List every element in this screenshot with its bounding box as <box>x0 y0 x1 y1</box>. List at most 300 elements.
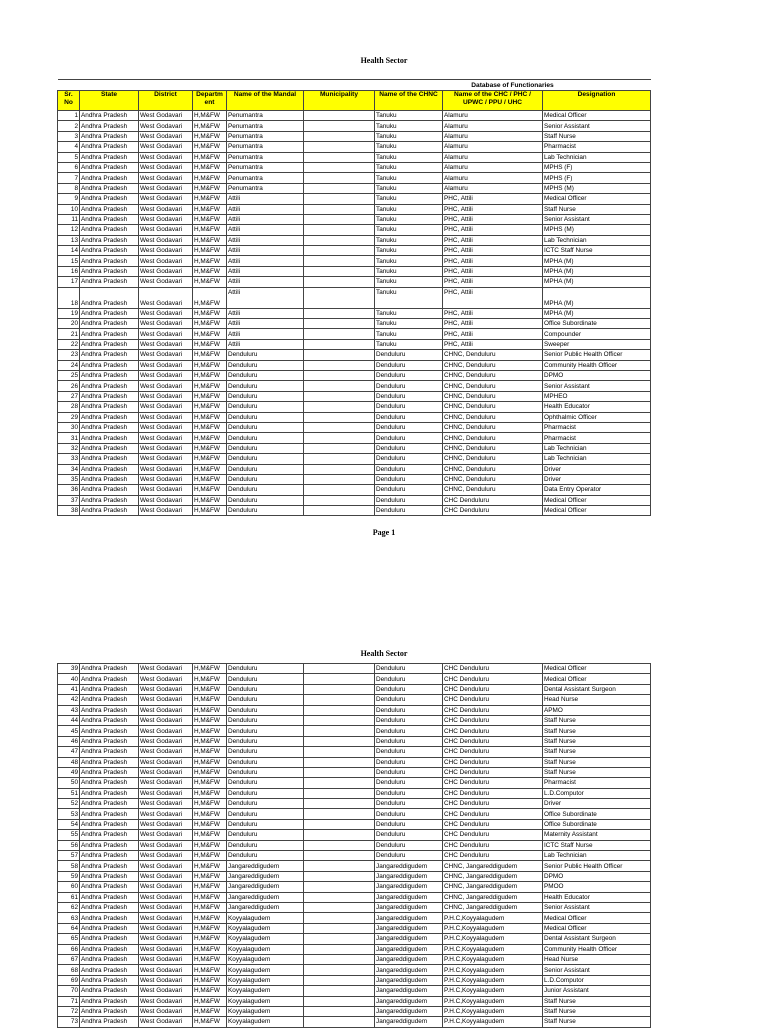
cell-municipality <box>304 142 375 152</box>
cell-district: West Godavari <box>139 986 193 996</box>
cell-facility: PHC, Attili <box>443 214 543 224</box>
cell-department: H,M&FW <box>193 370 227 380</box>
cell-chnc: Denduluru <box>375 840 443 850</box>
cell-department: H,M&FW <box>193 882 227 892</box>
cell-chnc: Tanuku <box>375 142 443 152</box>
cell-district: West Godavari <box>139 422 193 432</box>
cell-designation: ICTC Staff Nurse <box>543 246 651 256</box>
cell-chnc: Tanuku <box>375 183 443 193</box>
cell-designation: MPHA (M) <box>543 256 651 266</box>
database-title: Database of Functionaries <box>375 80 651 91</box>
cell-state: Andhra Pradesh <box>80 674 139 684</box>
cell-municipality <box>304 799 375 809</box>
cell-state: Andhra Pradesh <box>80 986 139 996</box>
cell-municipality <box>304 183 375 193</box>
cell-municipality <box>304 308 375 318</box>
cell-district: West Godavari <box>139 162 193 172</box>
cell-mandal: Denduluru <box>227 360 304 370</box>
cell-mandal: Denduluru <box>227 391 304 401</box>
cell-designation: Lab Technician <box>543 851 651 861</box>
cell-mandal: Denduluru <box>227 454 304 464</box>
cell-designation: Dental Assistant Surgeon <box>543 684 651 694</box>
cell-municipality <box>304 767 375 777</box>
cell-sr-no: 2 <box>58 121 80 131</box>
cell-state: Andhra Pradesh <box>80 152 139 162</box>
table-row <box>58 851 651 861</box>
cell-municipality <box>304 674 375 684</box>
cell-district: West Godavari <box>139 674 193 684</box>
cell-municipality <box>304 204 375 214</box>
cell-chnc: Jangareddigudem <box>375 954 443 964</box>
cell-department: H,M&FW <box>193 204 227 214</box>
cell-designation: Pharmacist <box>543 142 651 152</box>
cell-district: West Godavari <box>139 923 193 933</box>
cell-municipality <box>304 339 375 349</box>
cell-chnc: Denduluru <box>375 454 443 464</box>
cell-department: H,M&FW <box>193 381 227 391</box>
cell-designation: Staff Nurse <box>543 1017 651 1027</box>
cell-facility: CHC Denduluru <box>443 726 543 736</box>
cell-facility: P.H.C,Koyyalagudem <box>443 965 543 975</box>
table-body <box>58 664 651 1028</box>
cell-facility: CHNC, Denduluru <box>443 350 543 360</box>
cell-chnc: Denduluru <box>375 778 443 788</box>
cell-municipality <box>304 830 375 840</box>
cell-chnc: Jangareddigudem <box>375 923 443 933</box>
cell-sr-no: 6 <box>58 162 80 172</box>
cell-department: H,M&FW <box>193 913 227 923</box>
cell-designation: MPHEO <box>543 391 651 401</box>
cell-facility: CHC Denduluru <box>443 851 543 861</box>
table-row <box>58 892 651 902</box>
cell-sr-no: 14 <box>58 246 80 256</box>
col-header-district: District <box>139 91 193 111</box>
cell-department: H,M&FW <box>193 319 227 329</box>
cell-state: Andhra Pradesh <box>80 892 139 902</box>
cell-sr-no: 53 <box>58 809 80 819</box>
cell-state: Andhra Pradesh <box>80 277 139 287</box>
cell-municipality <box>304 194 375 204</box>
cell-state: Andhra Pradesh <box>80 370 139 380</box>
table-row <box>58 736 651 746</box>
cell-district: West Godavari <box>139 944 193 954</box>
cell-department: H,M&FW <box>193 485 227 495</box>
cell-municipality <box>304 913 375 923</box>
cell-chnc: Tanuku <box>375 287 443 308</box>
cell-facility: Alamuru <box>443 173 543 183</box>
cell-municipality <box>304 923 375 933</box>
cell-state: Andhra Pradesh <box>80 142 139 152</box>
cell-chnc: Denduluru <box>375 767 443 777</box>
cell-municipality <box>304 412 375 422</box>
cell-mandal: Jangareddigudem <box>227 902 304 912</box>
cell-facility: P.H.C,Koyyalagudem <box>443 913 543 923</box>
cell-chnc: Denduluru <box>375 485 443 495</box>
cell-designation: Pharmacist <box>543 433 651 443</box>
cell-municipality <box>304 433 375 443</box>
cell-mandal: Denduluru <box>227 381 304 391</box>
cell-mandal: Penumantra <box>227 111 304 121</box>
cell-district: West Godavari <box>139 121 193 131</box>
cell-chnc: Denduluru <box>375 705 443 715</box>
cell-department: H,M&FW <box>193 246 227 256</box>
cell-sr-no: 49 <box>58 767 80 777</box>
cell-department: H,M&FW <box>193 892 227 902</box>
cell-district: West Godavari <box>139 246 193 256</box>
cell-district: West Godavari <box>139 308 193 318</box>
cell-facility: CHC Denduluru <box>443 674 543 684</box>
cell-mandal: Denduluru <box>227 370 304 380</box>
cell-district: West Godavari <box>139 194 193 204</box>
cell-district: West Godavari <box>139 391 193 401</box>
cell-mandal: Koyyalagudem <box>227 965 304 975</box>
cell-municipality <box>304 214 375 224</box>
cell-department: H,M&FW <box>193 1006 227 1016</box>
cell-mandal: Koyyalagudem <box>227 975 304 985</box>
cell-chnc: Denduluru <box>375 674 443 684</box>
cell-department: H,M&FW <box>193 923 227 933</box>
cell-chnc: Denduluru <box>375 422 443 432</box>
cell-department: H,M&FW <box>193 121 227 131</box>
cell-municipality <box>304 266 375 276</box>
cell-municipality <box>304 152 375 162</box>
cell-mandal: Koyyalagudem <box>227 1017 304 1027</box>
cell-designation: Medical Officer <box>543 111 651 121</box>
cell-department: H,M&FW <box>193 996 227 1006</box>
cell-state: Andhra Pradesh <box>80 965 139 975</box>
cell-designation: Staff Nurse <box>543 131 651 141</box>
cell-municipality <box>304 495 375 505</box>
cell-state: Andhra Pradesh <box>80 830 139 840</box>
cell-sr-no: 15 <box>58 256 80 266</box>
table-body <box>58 111 651 516</box>
cell-sr-no: 31 <box>58 433 80 443</box>
cell-district: West Godavari <box>139 235 193 245</box>
cell-chnc: Tanuku <box>375 256 443 266</box>
cell-designation: Senior Assistant <box>543 121 651 131</box>
table-row <box>58 664 651 674</box>
cell-state: Andhra Pradesh <box>80 474 139 484</box>
cell-department: H,M&FW <box>193 871 227 881</box>
cell-designation: Lab Technician <box>543 454 651 464</box>
cell-sr-no: 72 <box>58 1006 80 1016</box>
cell-mandal: Denduluru <box>227 819 304 829</box>
cell-mandal: Attili <box>227 246 304 256</box>
table-row <box>58 287 651 308</box>
cell-facility: P.H.C,Koyyalagudem <box>443 944 543 954</box>
cell-municipality <box>304 235 375 245</box>
cell-department: H,M&FW <box>193 902 227 912</box>
cell-sr-no: 32 <box>58 443 80 453</box>
cell-department: H,M&FW <box>193 131 227 141</box>
cell-district: West Godavari <box>139 474 193 484</box>
cell-district: West Godavari <box>139 882 193 892</box>
cell-mandal: Attili <box>227 319 304 329</box>
cell-sr-no: 71 <box>58 996 80 1006</box>
table-row <box>58 277 651 287</box>
cell-mandal: Denduluru <box>227 830 304 840</box>
cell-sr-no: 69 <box>58 975 80 985</box>
cell-facility: CHC Denduluru <box>443 778 543 788</box>
cell-department: H,M&FW <box>193 360 227 370</box>
cell-state: Andhra Pradesh <box>80 954 139 964</box>
cell-district: West Godavari <box>139 934 193 944</box>
cell-district: West Godavari <box>139 902 193 912</box>
table-row <box>58 329 651 339</box>
cell-state: Andhra Pradesh <box>80 934 139 944</box>
cell-mandal: Denduluru <box>227 422 304 432</box>
cell-state: Andhra Pradesh <box>80 851 139 861</box>
cell-district: West Godavari <box>139 913 193 923</box>
col-header-facility: Name of the CHC / PHC / UPWC / PPU / UHC <box>443 91 543 111</box>
table-row <box>58 934 651 944</box>
cell-facility: PHC, Attili <box>443 246 543 256</box>
cell-state: Andhra Pradesh <box>80 757 139 767</box>
cell-sr-no: 18 <box>58 287 80 308</box>
cell-mandal: Attili <box>227 235 304 245</box>
cell-facility: CHC Denduluru <box>443 506 543 516</box>
cell-chnc: Denduluru <box>375 726 443 736</box>
cell-district: West Godavari <box>139 1006 193 1016</box>
cell-sr-no: 30 <box>58 422 80 432</box>
cell-designation: Senior Assistant <box>543 214 651 224</box>
cell-designation: Ophthalmic Officer <box>543 412 651 422</box>
cell-state: Andhra Pradesh <box>80 339 139 349</box>
cell-designation: Staff Nurse <box>543 757 651 767</box>
cell-state: Andhra Pradesh <box>80 664 139 674</box>
cell-municipality <box>304 402 375 412</box>
cell-facility: CHNC, Denduluru <box>443 454 543 464</box>
cell-department: H,M&FW <box>193 454 227 464</box>
cell-municipality <box>304 329 375 339</box>
table-row <box>58 799 651 809</box>
cell-mandal: Denduluru <box>227 412 304 422</box>
cell-sr-no: 73 <box>58 1017 80 1027</box>
cell-sr-no: 61 <box>58 892 80 902</box>
cell-sr-no: 5 <box>58 152 80 162</box>
table-row <box>58 506 651 516</box>
cell-sr-no: 67 <box>58 954 80 964</box>
cell-mandal: Denduluru <box>227 433 304 443</box>
cell-municipality <box>304 1006 375 1016</box>
cell-chnc: Denduluru <box>375 402 443 412</box>
cell-mandal: Penumantra <box>227 131 304 141</box>
cell-department: H,M&FW <box>193 402 227 412</box>
cell-chnc: Denduluru <box>375 788 443 798</box>
cell-sr-no: 48 <box>58 757 80 767</box>
cell-state: Andhra Pradesh <box>80 799 139 809</box>
cell-state: Andhra Pradesh <box>80 266 139 276</box>
cell-chnc: Jangareddigudem <box>375 1006 443 1016</box>
table-row <box>58 152 651 162</box>
cell-chnc: Denduluru <box>375 443 443 453</box>
cell-designation: L.D.Computor <box>543 975 651 985</box>
cell-state: Andhra Pradesh <box>80 485 139 495</box>
cell-municipality <box>304 443 375 453</box>
table-row <box>58 402 651 412</box>
cell-mandal: Denduluru <box>227 757 304 767</box>
cell-designation: Office Subordinate <box>543 819 651 829</box>
table-row <box>58 370 651 380</box>
cell-sr-no: 19 <box>58 308 80 318</box>
cell-sr-no: 57 <box>58 851 80 861</box>
cell-department: H,M&FW <box>193 1017 227 1027</box>
table-row <box>58 954 651 964</box>
cell-department: H,M&FW <box>193 851 227 861</box>
cell-municipality <box>304 664 375 674</box>
cell-mandal: Penumantra <box>227 162 304 172</box>
cell-district: West Godavari <box>139 256 193 266</box>
cell-designation: MPHS (M) <box>543 225 651 235</box>
cell-state: Andhra Pradesh <box>80 319 139 329</box>
cell-municipality <box>304 778 375 788</box>
cell-department: H,M&FW <box>193 819 227 829</box>
cell-municipality <box>304 684 375 694</box>
cell-designation: Data Entry Operator <box>543 485 651 495</box>
cell-mandal: Koyyalagudem <box>227 996 304 1006</box>
cell-sr-no: 20 <box>58 319 80 329</box>
cell-chnc: Jangareddigudem <box>375 944 443 954</box>
cell-state: Andhra Pradesh <box>80 495 139 505</box>
table-row <box>58 225 651 235</box>
cell-mandal: Denduluru <box>227 705 304 715</box>
cell-sr-no: 24 <box>58 360 80 370</box>
cell-department: H,M&FW <box>193 726 227 736</box>
cell-facility: CHNC, Denduluru <box>443 464 543 474</box>
cell-mandal: Attili <box>227 256 304 266</box>
cell-designation: MPHS (F) <box>543 173 651 183</box>
cell-facility: CHNC, Denduluru <box>443 443 543 453</box>
cell-designation: Senior Assistant <box>543 965 651 975</box>
cell-mandal: Denduluru <box>227 506 304 516</box>
table-row <box>58 454 651 464</box>
cell-designation: Medical Officer <box>543 913 651 923</box>
cell-designation: Staff Nurse <box>543 204 651 214</box>
table-row <box>58 443 651 453</box>
cell-mandal: Attili <box>227 214 304 224</box>
table-row <box>58 391 651 401</box>
cell-chnc: Denduluru <box>375 819 443 829</box>
cell-state: Andhra Pradesh <box>80 329 139 339</box>
cell-chnc: Denduluru <box>375 684 443 694</box>
cell-chnc: Tanuku <box>375 235 443 245</box>
cell-district: West Godavari <box>139 339 193 349</box>
table-row <box>58 162 651 172</box>
cell-state: Andhra Pradesh <box>80 736 139 746</box>
cell-sr-no: 4 <box>58 142 80 152</box>
cell-designation: Driver <box>543 799 651 809</box>
cell-sr-no: 7 <box>58 173 80 183</box>
cell-department: H,M&FW <box>193 684 227 694</box>
cell-state: Andhra Pradesh <box>80 809 139 819</box>
cell-municipality <box>304 934 375 944</box>
cell-state: Andhra Pradesh <box>80 381 139 391</box>
cell-chnc: Tanuku <box>375 121 443 131</box>
cell-department: H,M&FW <box>193 287 227 308</box>
cell-department: H,M&FW <box>193 975 227 985</box>
cell-designation: Head Nurse <box>543 695 651 705</box>
cell-sr-no: 1 <box>58 111 80 121</box>
cell-chnc: Denduluru <box>375 350 443 360</box>
cell-designation: Staff Nurse <box>543 736 651 746</box>
cell-designation: Junior Assistant <box>543 986 651 996</box>
cell-department: H,M&FW <box>193 715 227 725</box>
cell-facility: CHC Denduluru <box>443 695 543 705</box>
cell-municipality <box>304 485 375 495</box>
cell-chnc: Tanuku <box>375 308 443 318</box>
cell-department: H,M&FW <box>193 986 227 996</box>
cell-sr-no: 60 <box>58 882 80 892</box>
cell-mandal: Denduluru <box>227 402 304 412</box>
cell-department: H,M&FW <box>193 506 227 516</box>
cell-designation: Lab Technician <box>543 443 651 453</box>
cell-chnc: Jangareddigudem <box>375 1017 443 1027</box>
cell-mandal: Denduluru <box>227 809 304 819</box>
cell-sr-no: 11 <box>58 214 80 224</box>
cell-district: West Godavari <box>139 851 193 861</box>
col-header-department: Departm ent <box>193 91 227 111</box>
table-row <box>58 350 651 360</box>
cell-sr-no: 26 <box>58 381 80 391</box>
cell-mandal: Denduluru <box>227 715 304 725</box>
cell-chnc: Jangareddigudem <box>375 986 443 996</box>
cell-facility: PHC, Attili <box>443 194 543 204</box>
cell-district: West Godavari <box>139 954 193 964</box>
cell-district: West Godavari <box>139 705 193 715</box>
cell-department: H,M&FW <box>193 152 227 162</box>
cell-state: Andhra Pradesh <box>80 360 139 370</box>
cell-facility: Alamuru <box>443 142 543 152</box>
table-row <box>58 381 651 391</box>
table-row <box>58 923 651 933</box>
table-row <box>58 194 651 204</box>
cell-facility: CHC Denduluru <box>443 705 543 715</box>
cell-facility: P.H.C,Koyyalagudem <box>443 923 543 933</box>
cell-facility: CHC Denduluru <box>443 788 543 798</box>
cell-mandal: Denduluru <box>227 840 304 850</box>
cell-chnc: Denduluru <box>375 433 443 443</box>
table-row <box>58 996 651 1006</box>
cell-sr-no: 54 <box>58 819 80 829</box>
cell-department: H,M&FW <box>193 809 227 819</box>
cell-municipality <box>304 111 375 121</box>
cell-sr-no: 29 <box>58 412 80 422</box>
cell-municipality <box>304 350 375 360</box>
cell-sr-no: 65 <box>58 934 80 944</box>
cell-designation: Medical Officer <box>543 923 651 933</box>
cell-facility: CHC Denduluru <box>443 495 543 505</box>
cell-designation: DPMO <box>543 871 651 881</box>
cell-sr-no: 46 <box>58 736 80 746</box>
cell-district: West Godavari <box>139 183 193 193</box>
cell-state: Andhra Pradesh <box>80 767 139 777</box>
cell-district: West Godavari <box>139 892 193 902</box>
cell-designation: Senior Public Health Officer <box>543 350 651 360</box>
cell-department: H,M&FW <box>193 266 227 276</box>
cell-district: West Godavari <box>139 840 193 850</box>
cell-chnc: Tanuku <box>375 329 443 339</box>
cell-mandal: Denduluru <box>227 778 304 788</box>
table-row <box>58 778 651 788</box>
cell-designation: Senior Assistant <box>543 902 651 912</box>
cell-facility: P.H.C,Koyyalagudem <box>443 996 543 1006</box>
cell-facility: Alamuru <box>443 111 543 121</box>
cell-municipality <box>304 277 375 287</box>
cell-facility: CHC Denduluru <box>443 809 543 819</box>
cell-district: West Godavari <box>139 778 193 788</box>
cell-district: West Godavari <box>139 695 193 705</box>
cell-chnc: Denduluru <box>375 412 443 422</box>
